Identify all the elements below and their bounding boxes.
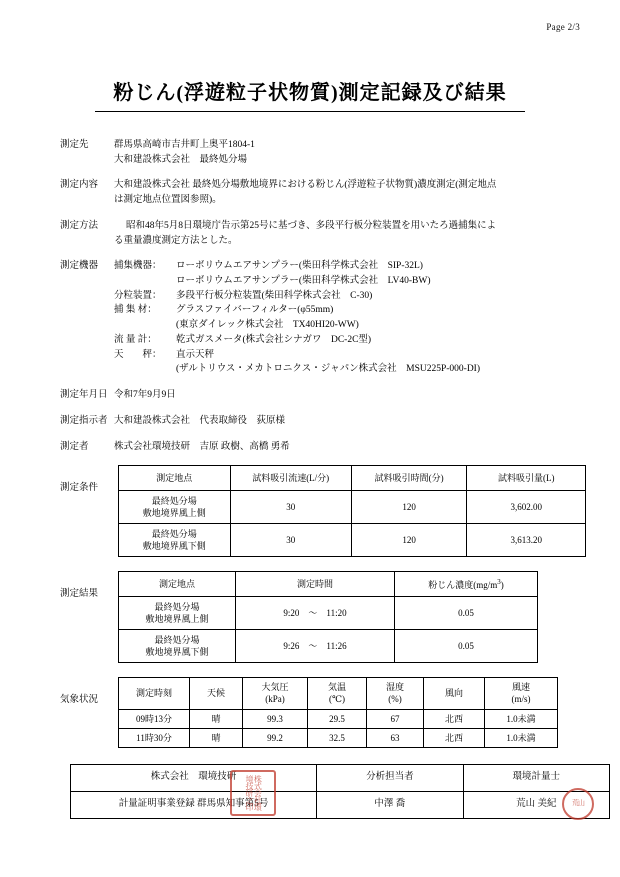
equipment-name: 天 秤：: [114, 349, 162, 360]
table-row: [119, 524, 586, 557]
equipment-row: [114, 303, 586, 318]
equipment-row: [114, 362, 586, 377]
field-date: [34, 388, 586, 403]
col-temp: [308, 678, 367, 709]
cell-humidity: 67: [367, 709, 424, 728]
table-row: [119, 709, 558, 728]
cell-time: 09時13分: [119, 709, 190, 728]
cell-wind-speed: 1.0未満: [485, 709, 558, 728]
page-number: Page 2/3: [546, 22, 580, 32]
field-equipment-label: 測定機器: [60, 261, 99, 272]
col-time: [119, 678, 190, 709]
field-site-value: [108, 138, 586, 167]
field-method-value: [108, 219, 586, 248]
cell-analyst-name: 中澤 喬: [317, 791, 463, 818]
point-line-1: 最終処分場: [151, 529, 197, 540]
method-line-2: る重量濃度測定方法とした。: [114, 235, 238, 246]
cell-point: [119, 630, 236, 663]
header-top: 気温: [327, 682, 346, 693]
point-line-2: 敷地境界風上側: [145, 614, 209, 625]
col-concentration: 粉じん濃度$(mg/m^3)$: [395, 572, 538, 597]
cell-point: [119, 524, 231, 557]
cell-volume: 3,602.00: [467, 491, 586, 524]
field-site: [34, 138, 586, 167]
page-title: 粉じん(浮遊粒子状物質)測定記録及び結果: [113, 82, 507, 104]
equipment-text: 多段平行板分粒装置(柴田科学株式会社 C-30): [176, 290, 373, 301]
cell-time: 9:26 ～ 11:26: [236, 630, 395, 663]
col-pressure: [243, 678, 308, 709]
table-row: [119, 630, 538, 663]
table-header-row: [119, 678, 558, 709]
equipment-name: [114, 274, 176, 289]
point-line-2: 敷地境界風上側: [142, 508, 206, 519]
cell-flow: 30: [230, 524, 351, 557]
header-top: 風速: [511, 682, 530, 693]
header-top: 湿度: [385, 682, 404, 693]
section-conditions: [34, 465, 586, 557]
signature-section: [70, 764, 586, 819]
cell-temp: 29.5: [308, 709, 367, 728]
equipment-name: [114, 318, 176, 333]
signature-table: [70, 764, 610, 819]
field-operator: [34, 440, 586, 455]
field-date-value: 令和7年9月9日: [114, 390, 176, 401]
site-line-1: 群馬県高崎市吉井町上奥平1804-1: [114, 140, 255, 150]
method-line-1: 昭和48年5月8日環境庁告示第25号に基づき、多段平行板分粒装置を用いたろ過捕集によ: [126, 220, 497, 231]
equipment-name: 流 量 計：: [114, 334, 157, 345]
conc-header-sub: (mg/m: [473, 579, 498, 590]
cell-wind-speed: 1.0未満: [485, 728, 558, 747]
cell-role-header: 分析担当者: [317, 764, 463, 791]
title-underline: [95, 111, 525, 112]
table-row: [71, 764, 610, 791]
field-operator-value: 株式会社環境技研 吉原 政樹、高橋 勇希: [114, 441, 290, 452]
header-top: 測定時刻: [135, 688, 172, 699]
field-operator-label: 測定者: [60, 441, 89, 452]
field-method: [34, 219, 586, 248]
cell-registration: 計量証明事業登録 群馬県知事第5号: [71, 791, 317, 818]
site-line-2: 大和建設株式会社 最終処分場: [114, 154, 248, 165]
col-point: 測定地点: [119, 572, 236, 597]
equipment-text: 直示天秤: [176, 349, 215, 360]
equipment-text: 乾式ガスメータ(株式会社シナガワ DC-2C型): [176, 334, 372, 345]
equipment-text: (ザルトリウス・メカトロニクス・ジャパン株式会社 MSU225P-000-DI): [176, 364, 481, 375]
cell-point: [119, 597, 236, 630]
section-results: [34, 571, 586, 663]
col-time: 測定時間: [236, 572, 395, 597]
cell-conc: 0.05: [395, 597, 538, 630]
point-line-2: 敷地境界風下側: [145, 647, 209, 658]
equipment-text: ローボリウムエアサンプラー(柴田科学株式会社 LV40-BW): [176, 276, 431, 287]
col-time: 試料吸引時間(分): [351, 466, 467, 491]
conditions-table: [118, 465, 586, 557]
cell-weather: 晴: [190, 709, 243, 728]
cell-time: 120: [351, 491, 467, 524]
field-director-value: 大和建設株式会社 代表取締役 荻原様: [114, 415, 286, 426]
field-date-label: 測定年月日: [60, 390, 108, 401]
col-weather: [190, 678, 243, 709]
point-line-1: 最終処分場: [154, 602, 200, 613]
equipment-row: [114, 318, 586, 333]
content-line-1: 大和建設株式会社 最終処分場敷地境界における粉じん(浮遊粒子状物質)濃度測定(測定地点: [114, 180, 497, 191]
equipment-row: [114, 348, 586, 363]
equipment-row: [114, 333, 586, 348]
col-flow: 試料吸引流速(L/分): [230, 466, 351, 491]
conditions-label: 測定条件: [60, 483, 99, 494]
equipment-row: [114, 289, 586, 304]
cell-humidity: 63: [367, 728, 424, 747]
table-row: [71, 791, 610, 818]
col-wind-speed: [485, 678, 558, 709]
cell-time: 120: [351, 524, 467, 557]
conc-header-exp: 3: [497, 577, 501, 586]
header-bottom: (m/s): [511, 694, 531, 705]
results-table: [118, 571, 538, 663]
equipment-name: 捕 集 材：: [114, 305, 157, 316]
point-line-2: 敷地境界風下側: [142, 541, 206, 552]
col-wind-dir: [424, 678, 485, 709]
cell-pressure: 99.2: [243, 728, 308, 747]
field-director: [34, 414, 586, 429]
cell-time: 11時30分: [119, 728, 190, 747]
header-top: 天候: [206, 688, 225, 699]
equipment-text: ローボリウムエアサンプラー(柴田科学株式会社 SIP-32L): [176, 261, 423, 272]
cell-temp: 32.5: [308, 728, 367, 747]
field-method-label: 測定方法: [60, 220, 99, 231]
table-row: [119, 491, 586, 524]
equipment-text: グラスファイバーフィルター(φ55mm): [176, 305, 334, 316]
cell-flow: 30: [230, 491, 351, 524]
field-content-value: [108, 178, 586, 207]
cell-volume: 3,613.20: [467, 524, 586, 557]
table-header-row: [119, 572, 538, 597]
weather-label: 気象状況: [60, 695, 99, 706]
header-top: 風向: [444, 688, 463, 699]
equipment-name: 分粒装置：: [114, 290, 162, 301]
cell-wind-dir: 北西: [424, 728, 485, 747]
cell-time: 9:20 ～ 11:20: [236, 597, 395, 630]
company-seal-stamp: 株式会社環境技研之印: [230, 770, 276, 816]
col-humidity: [367, 678, 424, 709]
header-bottom: (℃): [328, 694, 346, 705]
results-label: 測定結果: [60, 589, 99, 600]
cell-wind-dir: 北西: [424, 709, 485, 728]
content-line-2: は測定地点位置図参照)。: [114, 195, 222, 206]
equipment-row: [114, 274, 586, 289]
header-top: 大気圧: [261, 682, 289, 693]
cell-pressure: 99.3: [243, 709, 308, 728]
header-bottom: (%): [388, 694, 402, 705]
cell-certifier-name: 荒山 美紀: [463, 791, 609, 818]
cell-conc: 0.05: [395, 630, 538, 663]
table-row: [119, 597, 538, 630]
cell-weather: 晴: [190, 728, 243, 747]
conc-header-main: 粉じん濃度: [428, 579, 474, 590]
col-point: 測定地点: [119, 466, 231, 491]
point-line-1: 最終処分場: [151, 496, 197, 507]
field-content-label: 測定内容: [60, 180, 99, 191]
weather-table: [118, 677, 558, 748]
section-weather: [34, 677, 586, 748]
equipment-text: (東京ダイレック株式会社 TX40HI20-WW): [176, 320, 359, 331]
col-volume: 試料吸引量(L): [467, 466, 586, 491]
field-equipment-value: [108, 259, 586, 377]
cell-title-header: 環境計量士: [463, 764, 609, 791]
personal-seal-stamp: 荒山: [562, 788, 594, 820]
field-director-label: 測定指示者: [60, 415, 108, 426]
cell-company: 株式会社 環境技研: [71, 764, 317, 791]
field-content: [34, 178, 586, 207]
field-equipment: [34, 259, 586, 377]
equipment-row: [114, 259, 586, 274]
table-header-row: [119, 466, 586, 491]
equipment-name: 捕集機器：: [114, 261, 162, 272]
header-bottom: (kPa): [265, 694, 285, 705]
cell-point: [119, 491, 231, 524]
document-body: [34, 138, 586, 819]
point-line-1: 最終処分場: [154, 635, 200, 646]
field-site-label: 測定先: [60, 140, 89, 150]
table-row: [119, 728, 558, 747]
equipment-name: [114, 362, 176, 377]
